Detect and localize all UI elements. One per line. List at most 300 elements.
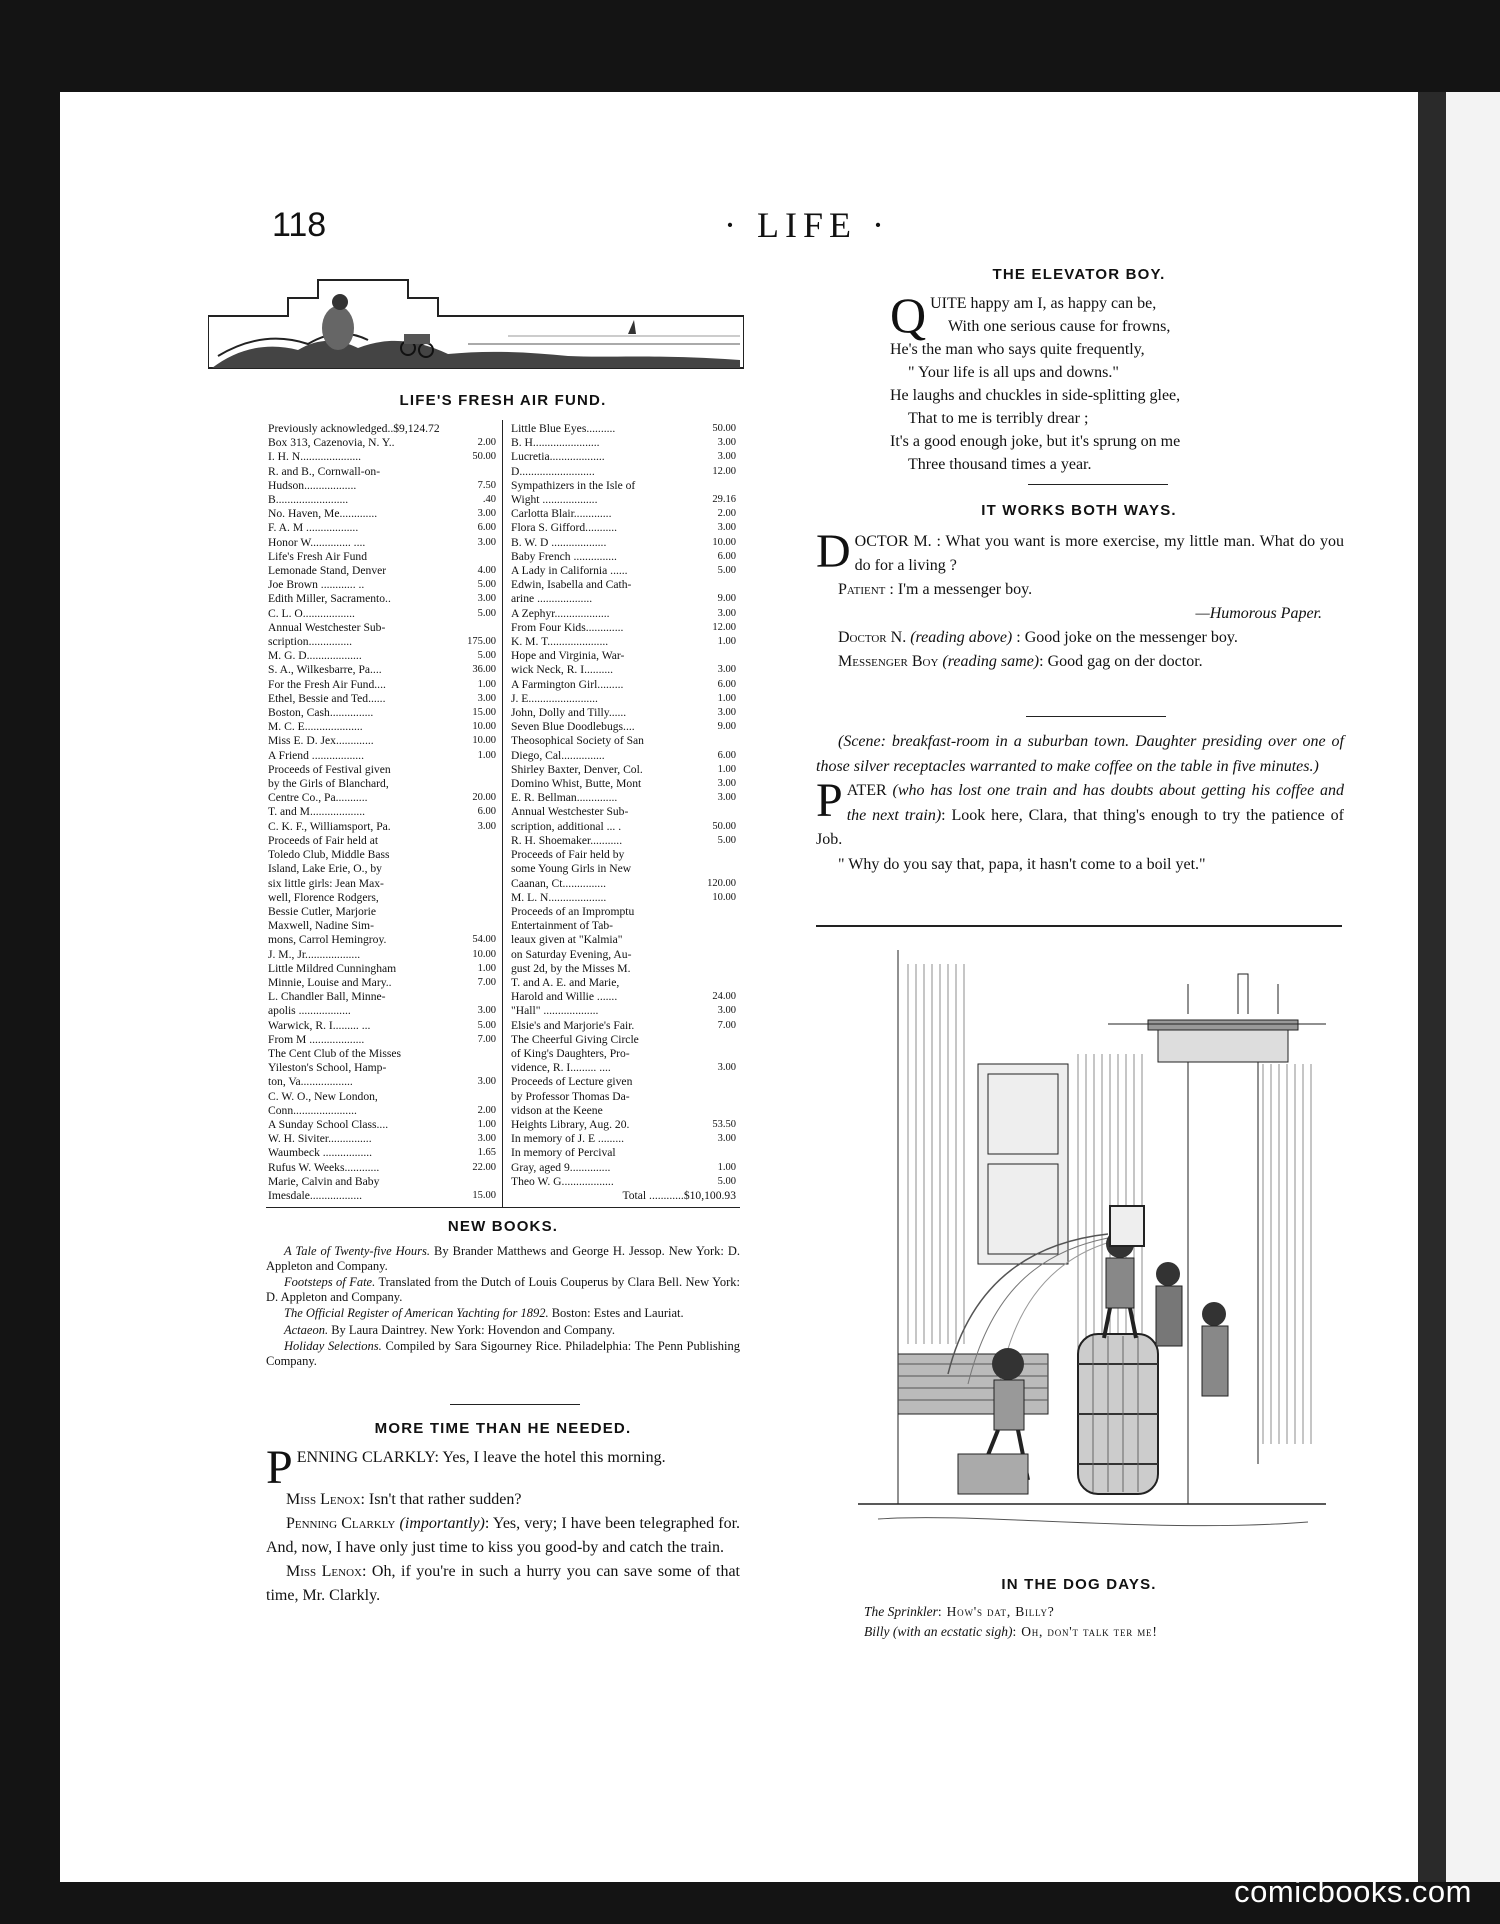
fund-row xyxy=(511,749,736,763)
donation-amount xyxy=(452,905,496,919)
fund-row xyxy=(511,862,736,876)
donation-amount: 2.00 xyxy=(717,508,736,520)
dialogue: : Good gag on der doctor. xyxy=(1039,653,1203,670)
donation-amount: 6.00 xyxy=(477,806,496,818)
donation-amount: 10.00 xyxy=(472,948,496,960)
fund-row xyxy=(268,465,496,479)
section-divider xyxy=(1028,484,1168,485)
donor-name: Heights Library, Aug. 20. xyxy=(511,1117,630,1131)
donor-name: The Cent Club of the Misses xyxy=(268,1046,401,1060)
donation-amount: 53.50 xyxy=(712,1118,736,1130)
fund-row xyxy=(511,592,736,606)
donor-name: Rufus W. Weeks............ xyxy=(268,1160,380,1174)
donation-amount: 6.00 xyxy=(477,522,496,534)
donor-name: Theo W. G.................. xyxy=(511,1174,614,1188)
fund-row xyxy=(268,905,496,919)
donation-amount xyxy=(452,550,496,564)
fund-row xyxy=(268,990,496,1004)
fund-row xyxy=(511,1161,736,1175)
donor-name: Diego, Cal............... xyxy=(511,748,605,762)
fund-row xyxy=(268,749,496,763)
fund-row xyxy=(511,550,736,564)
donation-amount: 3.00 xyxy=(717,1062,736,1074)
donation-amount xyxy=(452,422,496,436)
donor-name: on Saturday Evening, Au- xyxy=(511,947,632,961)
donor-name: In memory of Percival xyxy=(511,1146,616,1160)
new-books-heading: NEW BOOKS. xyxy=(447,1218,559,1235)
fund-row xyxy=(268,564,496,578)
donor-name: C. W. O., New London, xyxy=(268,1089,378,1103)
fresh-air-fund-heading: LIFE'S FRESH AIR FUND. xyxy=(399,392,607,409)
fund-row xyxy=(268,791,496,805)
more-time-article xyxy=(266,1441,741,1608)
fund-row xyxy=(511,678,736,692)
donation-amount: 6.00 xyxy=(717,749,736,761)
book-title: Holiday Selections. xyxy=(284,1339,382,1353)
fund-row xyxy=(511,607,736,621)
fund-row xyxy=(511,877,736,891)
fund-row xyxy=(511,692,736,706)
donation-amount: 3.00 xyxy=(717,437,736,449)
dialogue: : Isn't that rather sudden? xyxy=(360,1491,522,1508)
donation-amount: 6.00 xyxy=(717,678,736,690)
fund-row xyxy=(268,621,496,635)
stage-direction: (importantly) xyxy=(399,1515,485,1532)
donation-amount xyxy=(452,834,496,848)
fund-row xyxy=(268,607,496,621)
donation-amount xyxy=(692,905,736,919)
donation-amount: 3.00 xyxy=(477,593,496,605)
fund-row xyxy=(511,834,736,848)
donor-name: A Sunday School Class.... xyxy=(268,1117,389,1131)
section-divider xyxy=(1026,716,1166,717)
donation-amount: 3.00 xyxy=(717,451,736,463)
donation-amount: 3.00 xyxy=(477,536,496,548)
fund-row xyxy=(511,450,736,464)
poem-line: That to me is terribly drear ; xyxy=(908,410,1089,427)
poem-line: With one serious cause for frowns, xyxy=(948,318,1171,335)
poem-line: " Your life is all ups and downs." xyxy=(908,364,1119,381)
fund-row xyxy=(268,933,496,947)
donation-amount xyxy=(452,1061,496,1075)
donor-name: Marie, Calvin and Baby xyxy=(268,1174,380,1188)
donor-name: wick Neck, R. I.......... xyxy=(511,663,614,677)
fund-row xyxy=(268,678,496,692)
donor-name: Shirley Baxter, Denver, Col. xyxy=(511,762,643,776)
donor-name: The Cheerful Giving Circle xyxy=(511,1032,639,1046)
donor-name: Boston, Cash............... xyxy=(268,706,374,720)
donation-amount: 3.00 xyxy=(717,792,736,804)
donor-name: some Young Girls in New xyxy=(511,862,632,876)
donation-amount xyxy=(452,777,496,791)
fund-row xyxy=(511,791,736,805)
donor-name: Edith Miller, Sacramento.. xyxy=(268,592,391,606)
donation-amount xyxy=(692,919,736,933)
donation-amount: 3.00 xyxy=(477,508,496,520)
poem-line: Three thousand times a year. xyxy=(908,456,1092,473)
donor-name: R. and B., Cornwall-on- xyxy=(268,464,381,478)
fund-row xyxy=(268,422,496,436)
donor-name: "Hall" ................... xyxy=(511,1004,599,1018)
fund-row xyxy=(268,1033,496,1047)
donation-amount xyxy=(692,578,736,592)
fund-row xyxy=(268,578,496,592)
book-spine xyxy=(1418,92,1446,1882)
donation-amount: 6.00 xyxy=(717,550,736,562)
fund-row xyxy=(268,649,496,663)
donation-amount: 2.00 xyxy=(477,437,496,449)
donor-name: Entertainment of Tab- xyxy=(511,919,613,933)
elevator-boy-poem xyxy=(890,287,1340,476)
new-books-list xyxy=(266,1244,740,1370)
donor-name: Little Mildred Cunningham xyxy=(268,961,397,975)
donation-amount: 120.00 xyxy=(707,877,736,889)
fund-row xyxy=(268,919,496,933)
fund-row xyxy=(268,834,496,848)
donor-name: Proceeds of Festival given xyxy=(268,762,391,776)
site-watermark[interactable]: comicbooks.com xyxy=(1234,1874,1472,1909)
donation-amount xyxy=(452,1090,496,1104)
donation-amount: 15.00 xyxy=(472,1189,496,1201)
donor-name: Island, Lake Erie, O., by xyxy=(268,862,382,876)
works-both-ways-heading: IT WORKS BOTH WAYS. xyxy=(981,502,1177,519)
donor-name: K. M. T..................... xyxy=(511,635,609,649)
donor-name: R. H. Shoemaker........... xyxy=(511,833,623,847)
fund-row xyxy=(511,436,736,450)
fund-row xyxy=(511,990,736,1004)
fund-row xyxy=(511,734,736,748)
book-entry xyxy=(266,1275,740,1304)
donation-amount xyxy=(692,805,736,819)
donation-amount xyxy=(452,621,496,635)
donation-amount: 15.00 xyxy=(472,707,496,719)
donor-name: A Farmington Girl......... xyxy=(511,677,624,691)
fund-row xyxy=(268,663,496,677)
donor-name: vidson at the Keene xyxy=(511,1103,603,1117)
donation-amount: .40 xyxy=(482,494,496,506)
fund-column-1 xyxy=(266,420,503,1207)
donor-name: Lemonade Stand, Denver xyxy=(268,564,387,578)
masthead: · LIFE · xyxy=(724,205,890,245)
donor-name: In memory of J. E ......... xyxy=(511,1132,625,1146)
donation-amount: 50.00 xyxy=(472,451,496,463)
donor-name: of King's Daughters, Pro- xyxy=(511,1046,630,1060)
donation-amount: 2.00 xyxy=(477,1104,496,1116)
fund-row xyxy=(511,763,736,777)
fund-row xyxy=(268,777,496,791)
donation-amount xyxy=(452,465,496,479)
drop-cap: P xyxy=(816,774,843,827)
next-page-edge xyxy=(1446,92,1500,1882)
book-details: By Brander Matthews and George H. Jessop. New York: D. Appleton and Company. xyxy=(266,1244,740,1273)
donation-amount: 1.00 xyxy=(477,962,496,974)
donor-name: arine ................... xyxy=(511,592,593,606)
donation-amount xyxy=(692,1090,736,1104)
book-title: Actaeon. xyxy=(284,1322,329,1337)
fund-row xyxy=(268,862,496,876)
donor-name: leaux given at "Kalmia" xyxy=(511,933,623,947)
fresh-air-banner-illustration xyxy=(208,278,744,370)
fund-column-2 xyxy=(503,420,740,1207)
donation-amount: 3.00 xyxy=(477,1076,496,1088)
poem-line: He laughs and chuckles in side-splitting glee, xyxy=(890,387,1181,404)
fund-row xyxy=(511,720,736,734)
fund-row xyxy=(511,1090,736,1104)
donor-name: For the Fresh Air Fund.... xyxy=(268,677,386,691)
fund-row xyxy=(511,564,736,578)
donor-name: T. and A. E. and Marie, xyxy=(511,975,620,989)
donor-name: B. H....................... xyxy=(511,436,600,450)
donor-name: mons, Carrol Hemingroy. xyxy=(268,933,387,947)
fund-row xyxy=(511,1175,736,1189)
fund-row xyxy=(511,1118,736,1132)
fund-row xyxy=(268,536,496,550)
donor-name: A Zephyr................... xyxy=(511,606,610,620)
donor-name: Ethel, Bessie and Ted...... xyxy=(268,691,386,705)
breakfast-scene-article xyxy=(816,730,1344,877)
fund-row xyxy=(511,422,736,436)
book-entry xyxy=(266,1306,740,1321)
donation-amount xyxy=(692,848,736,862)
donation-amount: 5.00 xyxy=(717,1175,736,1187)
donor-name: D.......................... xyxy=(511,464,595,478)
donation-amount: 22.00 xyxy=(472,1161,496,1173)
donor-name: I. H. N..................... xyxy=(268,450,362,464)
donation-amount: 3.00 xyxy=(477,820,496,832)
donation-amount: 9.00 xyxy=(717,593,736,605)
book-details: Compiled by Sara Sigourney Rice. Philadelphia: The Penn Publishing Company. xyxy=(266,1339,740,1368)
donation-amount: 5.00 xyxy=(477,1019,496,1031)
drop-cap: Q xyxy=(890,287,927,343)
donation-amount: 24.00 xyxy=(712,991,736,1003)
donor-name: six little girls: Jean Max- xyxy=(268,876,384,890)
donor-name: well, Florence Rodgers, xyxy=(268,890,379,904)
donor-name: A Lady in California ...... xyxy=(511,564,628,578)
dialogue: : What you want is more exercise, my little man. What do you do for a living ? xyxy=(854,533,1344,574)
donation-amount: 5.00 xyxy=(717,565,736,577)
fund-row xyxy=(268,976,496,990)
fund-row xyxy=(511,536,736,550)
speaker: ENNING CLARKLY: xyxy=(296,1449,439,1466)
fund-row xyxy=(268,692,496,706)
donor-name: scription, additional ... . xyxy=(511,819,622,833)
donor-name: Lucretia................... xyxy=(511,450,605,464)
donor-name: C. K. F., Williamsport, Pa. xyxy=(268,819,391,833)
donation-amount: 10.00 xyxy=(712,536,736,548)
fund-row xyxy=(268,550,496,564)
fund-row xyxy=(511,805,736,819)
donor-name: Theosophical Society of San xyxy=(511,734,644,748)
fund-row xyxy=(268,1019,496,1033)
book-entry xyxy=(266,1323,740,1338)
dog-days-heading: IN THE DOG DAYS. xyxy=(1001,1576,1157,1593)
donation-amount: 3.00 xyxy=(717,1133,736,1145)
fund-row xyxy=(268,734,496,748)
donation-amount xyxy=(452,848,496,862)
dialogue: Yes, I leave the hotel this morning. xyxy=(438,1449,666,1466)
fund-row xyxy=(268,1146,496,1160)
donation-amount: 36.00 xyxy=(472,664,496,676)
donation-amount xyxy=(452,862,496,876)
donation-amount xyxy=(452,990,496,1004)
fund-row xyxy=(268,962,496,976)
fund-row xyxy=(511,1132,736,1146)
donor-name: Harold and Willie ....... xyxy=(511,990,618,1004)
fund-row xyxy=(268,805,496,819)
donor-name: by Professor Thomas Da- xyxy=(511,1089,630,1103)
stage-direction: (reading above) xyxy=(910,629,1013,646)
fund-row xyxy=(511,465,736,479)
donor-name: Conn...................... xyxy=(268,1103,357,1117)
donation-amount: 1.00 xyxy=(477,678,496,690)
works-both-ways-article xyxy=(816,525,1344,674)
fund-row xyxy=(511,1104,736,1118)
fund-row xyxy=(511,933,736,947)
fund-row xyxy=(511,1047,736,1061)
section-divider xyxy=(816,925,1342,927)
donor-name: Proceeds of Fair held at xyxy=(268,833,379,847)
speaker: ATER xyxy=(846,782,887,799)
donor-name: Baby French ............... xyxy=(511,549,617,563)
donor-name: John, Dolly and Tilly...... xyxy=(511,706,627,720)
donor-name: Honor W.............. .... xyxy=(268,535,366,549)
fund-row xyxy=(268,1132,496,1146)
dialogue: : How's dat, Billy? xyxy=(937,1604,1055,1619)
poem-line: It's a good enough joke, but it's sprung on me xyxy=(890,433,1181,450)
donation-amount xyxy=(692,976,736,990)
donor-name: Box 313, Cazenovia, N. Y.. xyxy=(268,436,395,450)
donation-amount: 175.00 xyxy=(467,636,496,648)
dialogue: : I'm a messenger boy. xyxy=(885,581,1033,598)
book-details: By Laura Daintrey. New York: Hovendon and Company. xyxy=(328,1322,615,1337)
donation-amount: 10.00 xyxy=(472,735,496,747)
donation-amount xyxy=(692,862,736,876)
donor-name: Carlotta Blair............. xyxy=(511,507,612,521)
fund-row xyxy=(511,493,736,507)
donor-name: Caanan, Ct............... xyxy=(511,876,606,890)
donor-name: From M ................... xyxy=(268,1032,365,1046)
donor-name: C. L. O.................. xyxy=(268,606,355,620)
speaker: Patient xyxy=(838,581,886,598)
donor-name: Toledo Club, Middle Bass xyxy=(268,848,390,862)
fund-row xyxy=(268,450,496,464)
donor-name: Waumbeck ................. xyxy=(268,1146,373,1160)
book-title: The Official Register of American Yachting for 1892. xyxy=(284,1306,549,1320)
dialogue: " Why do you say that, papa, it hasn't come to a boil yet." xyxy=(838,855,1206,873)
donor-name: Miss E. D. Jex............. xyxy=(268,734,374,748)
donor-name: apolis .................. xyxy=(268,1004,351,1018)
poem-line: He's the man who says quite frequently, xyxy=(890,341,1145,358)
fresh-air-fund-list xyxy=(266,420,740,1208)
fund-row xyxy=(511,848,736,862)
donor-name: Sympathizers in the Isle of xyxy=(511,478,636,492)
donation-amount: 9.00 xyxy=(717,721,736,733)
fund-row xyxy=(268,479,496,493)
fund-row xyxy=(268,493,496,507)
fund-row xyxy=(268,592,496,606)
donor-name: vidence, R. I......... .... xyxy=(511,1061,611,1075)
donor-name: Seven Blue Doodlebugs.... xyxy=(511,720,635,734)
section-divider xyxy=(450,1404,580,1405)
fund-row xyxy=(511,891,736,905)
donation-amount: 1.00 xyxy=(717,692,736,704)
donor-name: gust 2d, by the Misses M. xyxy=(511,961,631,975)
fund-row xyxy=(268,820,496,834)
donor-name: M. L. N.................... xyxy=(511,890,607,904)
dialogue: : Good joke on the messenger boy. xyxy=(1012,629,1238,646)
donor-name: Little Blue Eyes.......... xyxy=(511,422,616,435)
fund-row xyxy=(268,635,496,649)
fund-total: Total ............$10,100.93 xyxy=(622,1188,736,1202)
donation-amount: 3.00 xyxy=(477,1133,496,1145)
elevator-boy-heading: THE ELEVATOR BOY. xyxy=(992,266,1166,283)
fund-row xyxy=(511,663,736,677)
donor-name: Joe Brown ............ .. xyxy=(268,578,365,592)
donation-amount: 7.00 xyxy=(477,976,496,988)
donor-name: Hudson.................. xyxy=(268,478,357,492)
donation-amount: 5.00 xyxy=(477,607,496,619)
donation-amount: 12.00 xyxy=(712,465,736,477)
page-number: 118 xyxy=(272,206,327,244)
donation-amount: 12.00 xyxy=(712,621,736,633)
fund-row xyxy=(511,820,736,834)
donor-name: M. G. D................... xyxy=(268,649,362,663)
donor-name: Imesdale.................. xyxy=(268,1188,363,1202)
stage-direction: (reading same) xyxy=(942,653,1040,670)
donation-amount: 1.00 xyxy=(717,763,736,775)
stage-direction: (who has lost one train and has doubts about getting his coffee and the next train) xyxy=(846,782,1344,824)
fund-row xyxy=(268,521,496,535)
donation-amount xyxy=(452,1047,496,1061)
speaker: Messenger Boy xyxy=(838,653,939,670)
fund-row xyxy=(511,905,736,919)
donation-amount xyxy=(692,933,736,947)
donor-name: Proceeds of an Impromptu xyxy=(511,904,635,918)
donor-name: Centre Co., Pa........... xyxy=(268,791,368,805)
donor-name: From Four Kids............. xyxy=(511,620,624,634)
donation-amount: 5.00 xyxy=(477,650,496,662)
fund-row xyxy=(511,1061,736,1075)
donation-amount xyxy=(692,734,736,748)
donor-name: Edwin, Isabella and Cath- xyxy=(511,578,632,592)
donation-amount: 3.00 xyxy=(717,664,736,676)
donor-name: Yileston's School, Hamp- xyxy=(268,1061,387,1075)
donor-name: B......................... xyxy=(268,493,349,507)
stage-direction: (Scene: breakfast-room in a suburban town. Daughter presiding over one of those silver receptacles warranted to make coffee on the table in five minutes.) xyxy=(816,733,1344,775)
donor-name: Warwick, R. I......... ... xyxy=(268,1018,371,1032)
fund-row xyxy=(268,1090,496,1104)
donor-name: Bessie Cutler, Marjorie xyxy=(268,904,377,918)
stage-direction: (with an ecstatic sigh) xyxy=(892,1624,1013,1639)
donation-amount: 50.00 xyxy=(712,820,736,832)
fund-row xyxy=(268,948,496,962)
donor-name: L. Chandler Ball, Minne- xyxy=(268,990,386,1004)
donation-amount: 1.00 xyxy=(477,749,496,761)
fund-row xyxy=(268,877,496,891)
donor-name: Gray, aged 9.............. xyxy=(511,1160,611,1174)
fund-row xyxy=(268,1175,496,1189)
donor-name: Annual Westchester Sub- xyxy=(268,620,386,634)
donor-name: B. W. D ................... xyxy=(511,535,607,549)
fund-row xyxy=(511,976,736,990)
donation-amount xyxy=(452,763,496,777)
fund-row xyxy=(511,1146,736,1160)
donor-name: S. A., Wilkesbarre, Pa.... xyxy=(268,663,382,677)
donor-name: Minnie, Louise and Mary.. xyxy=(268,975,392,989)
donation-amount xyxy=(692,1075,736,1089)
donation-amount xyxy=(692,1146,736,1160)
speaker: Miss Lenox xyxy=(286,1563,362,1580)
